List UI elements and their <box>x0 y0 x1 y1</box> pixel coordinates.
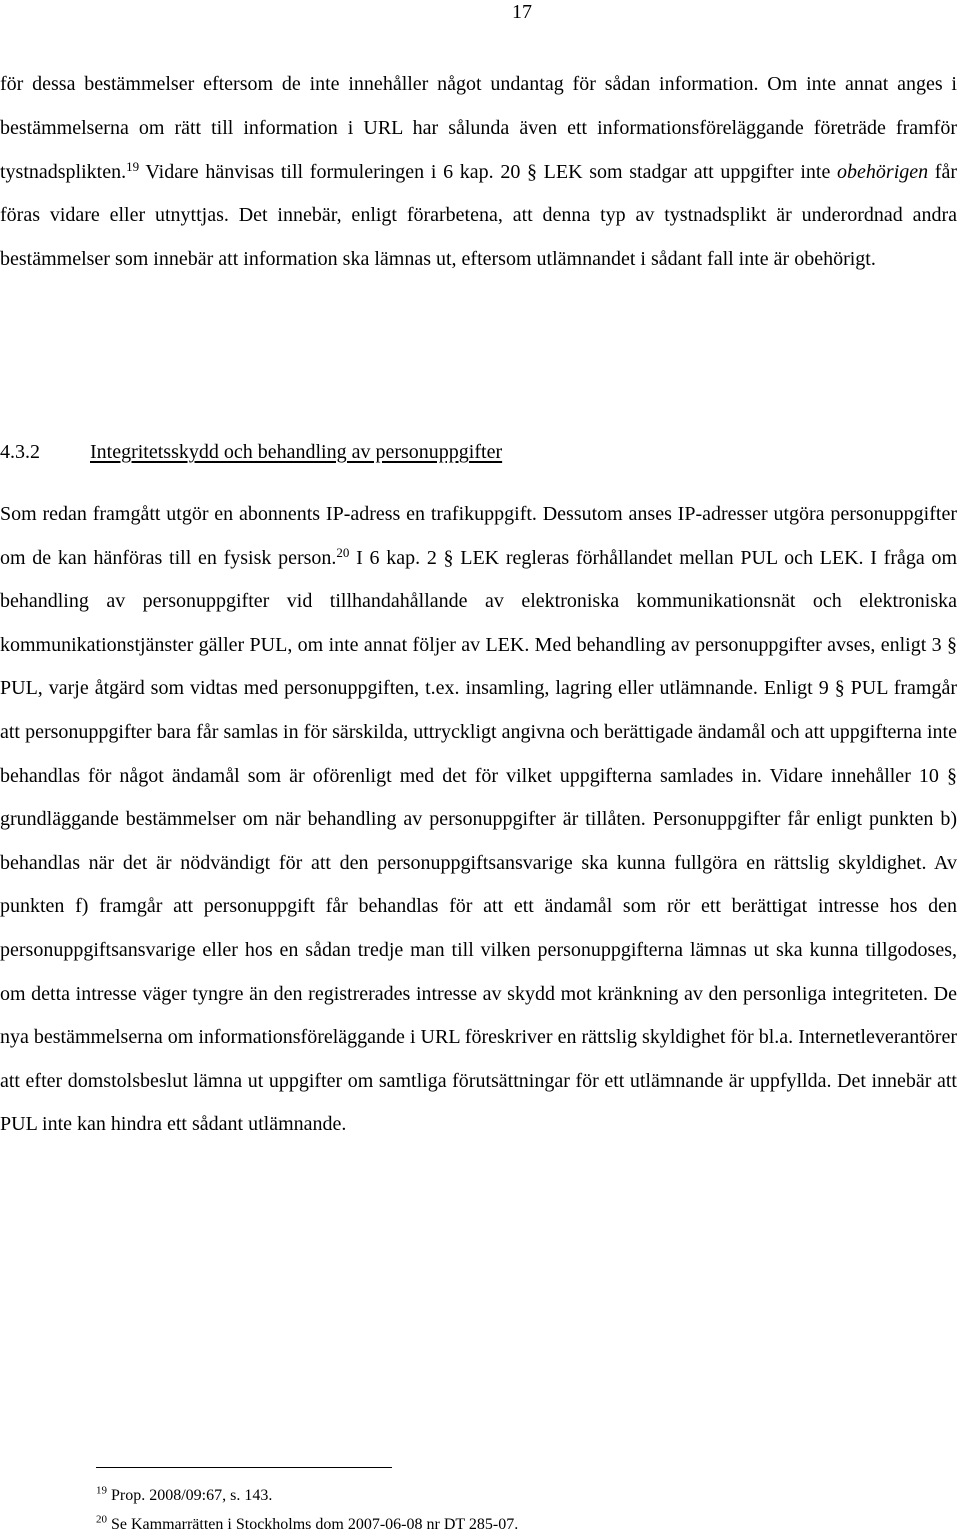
page-number: 17 <box>512 1 532 23</box>
paragraph-text: I 6 kap. 2 § LEK regleras förhållandet mellan PUL och LEK. I fråga om behandling av personuppgifter vid tillhandahållande av elektroniska kommunikationsnät och elektroniska kommunikationstjänster gäller PUL, om inte annat följer av LEK. Med behandling av personuppgifter avses, enligt 3 § PUL, varje åtgärd som vidtas med personuppgiften, t.ex. insamling, lagring eller utlämnande. Enligt 9 § PUL framgår att personuppgifter bara får samlas in för särskilda, uttryckligt angivna och berättigade ändamål och att uppgifterna inte behandlas för något ändamål som är oförenligt med det för vilket uppgifterna samlades in. Vidare innehåller 10 § grundläggande bestämmelser om när behandling av personuppgifter är tillåten. Personuppgifter får enligt punkten b) behandlas när det är nödvändigt för att den personuppgiftsansvarige ska kunna fullgöra en rättslig skyldighet. Av punkten f) framgår att personuppgift får behandlas för att ett ändamål som rör ett berättigat intresse hos den personuppgiftsansvarige eller hos en sådan tredje man till vilken personuppgifterna lämnas ut ska kunna tillgodoses, om detta intresse väger tyngre än den registrerades intresse av skydd mot kränkning av den personliga integriteten. De nya bestämmelserna om informationsföreläggande i URL föreskriver en rättslig skyldighet för bl.a. Internetleverantörer att efter domstolsbeslut lämna ut uppgifter om samtliga förutsättningar för ett utlämnande är uppfyllda. Det innebär att PUL inte kan hindra ett sådant utlämnande. <box>0 546 958 1136</box>
footnote-divider <box>96 1467 392 1468</box>
footnote-number: 19 <box>96 1484 107 1497</box>
section-heading <box>0 439 502 465</box>
body-paragraph-2 <box>0 493 957 1147</box>
footnote-20 <box>96 1515 518 1535</box>
section-number: 4.3.2 <box>0 441 40 463</box>
paragraph-text: får föras vidare eller utnyttjas. Det innebär, enligt förarbetena, att denna typ av tystnadsplikt är underordnad andra bestämmelser som innebär att information ska lämnas ut, eftersom utlämnandet i sådant fall inte är obehörigt. <box>0 160 958 271</box>
emphasis-text: obehörigen <box>837 160 929 183</box>
footnote-text: Prop. 2008/09:67, s. 143. <box>107 1487 273 1504</box>
footnote-19 <box>96 1486 272 1506</box>
paragraph-text: Vidare hänvisas till formuleringen i 6 kap. 20 § LEK som stadgar att uppgifter inte <box>139 160 838 183</box>
body-paragraph-1 <box>0 63 957 282</box>
paragraph-text: för dessa bestämmelser eftersom de inte innehåller något undantag för sådan information. Om inte annat anges i bestämmelserna om rätt till information i URL har sålunda även ett informationsföreläggande företräde framför tystnadsplikten. <box>0 73 957 183</box>
paragraph-text: Som redan framgått utgör en abonnents IP-adress en trafikuppgift. Dessutom anses IP-adresser utgöra personuppgifter om de kan hänföras till en fysisk person. <box>0 503 957 569</box>
footnote-ref-19[interactable]: 19 <box>126 158 140 174</box>
section-title: Integritetsskydd och behandling av personuppgifter <box>90 441 503 463</box>
footnote-text: Se Kammarrätten i Stockholms dom 2007-06-08 nr DT 285-07. <box>107 1516 519 1533</box>
footnote-ref-20[interactable]: 20 <box>336 544 350 560</box>
footnote-number: 20 <box>96 1513 107 1526</box>
